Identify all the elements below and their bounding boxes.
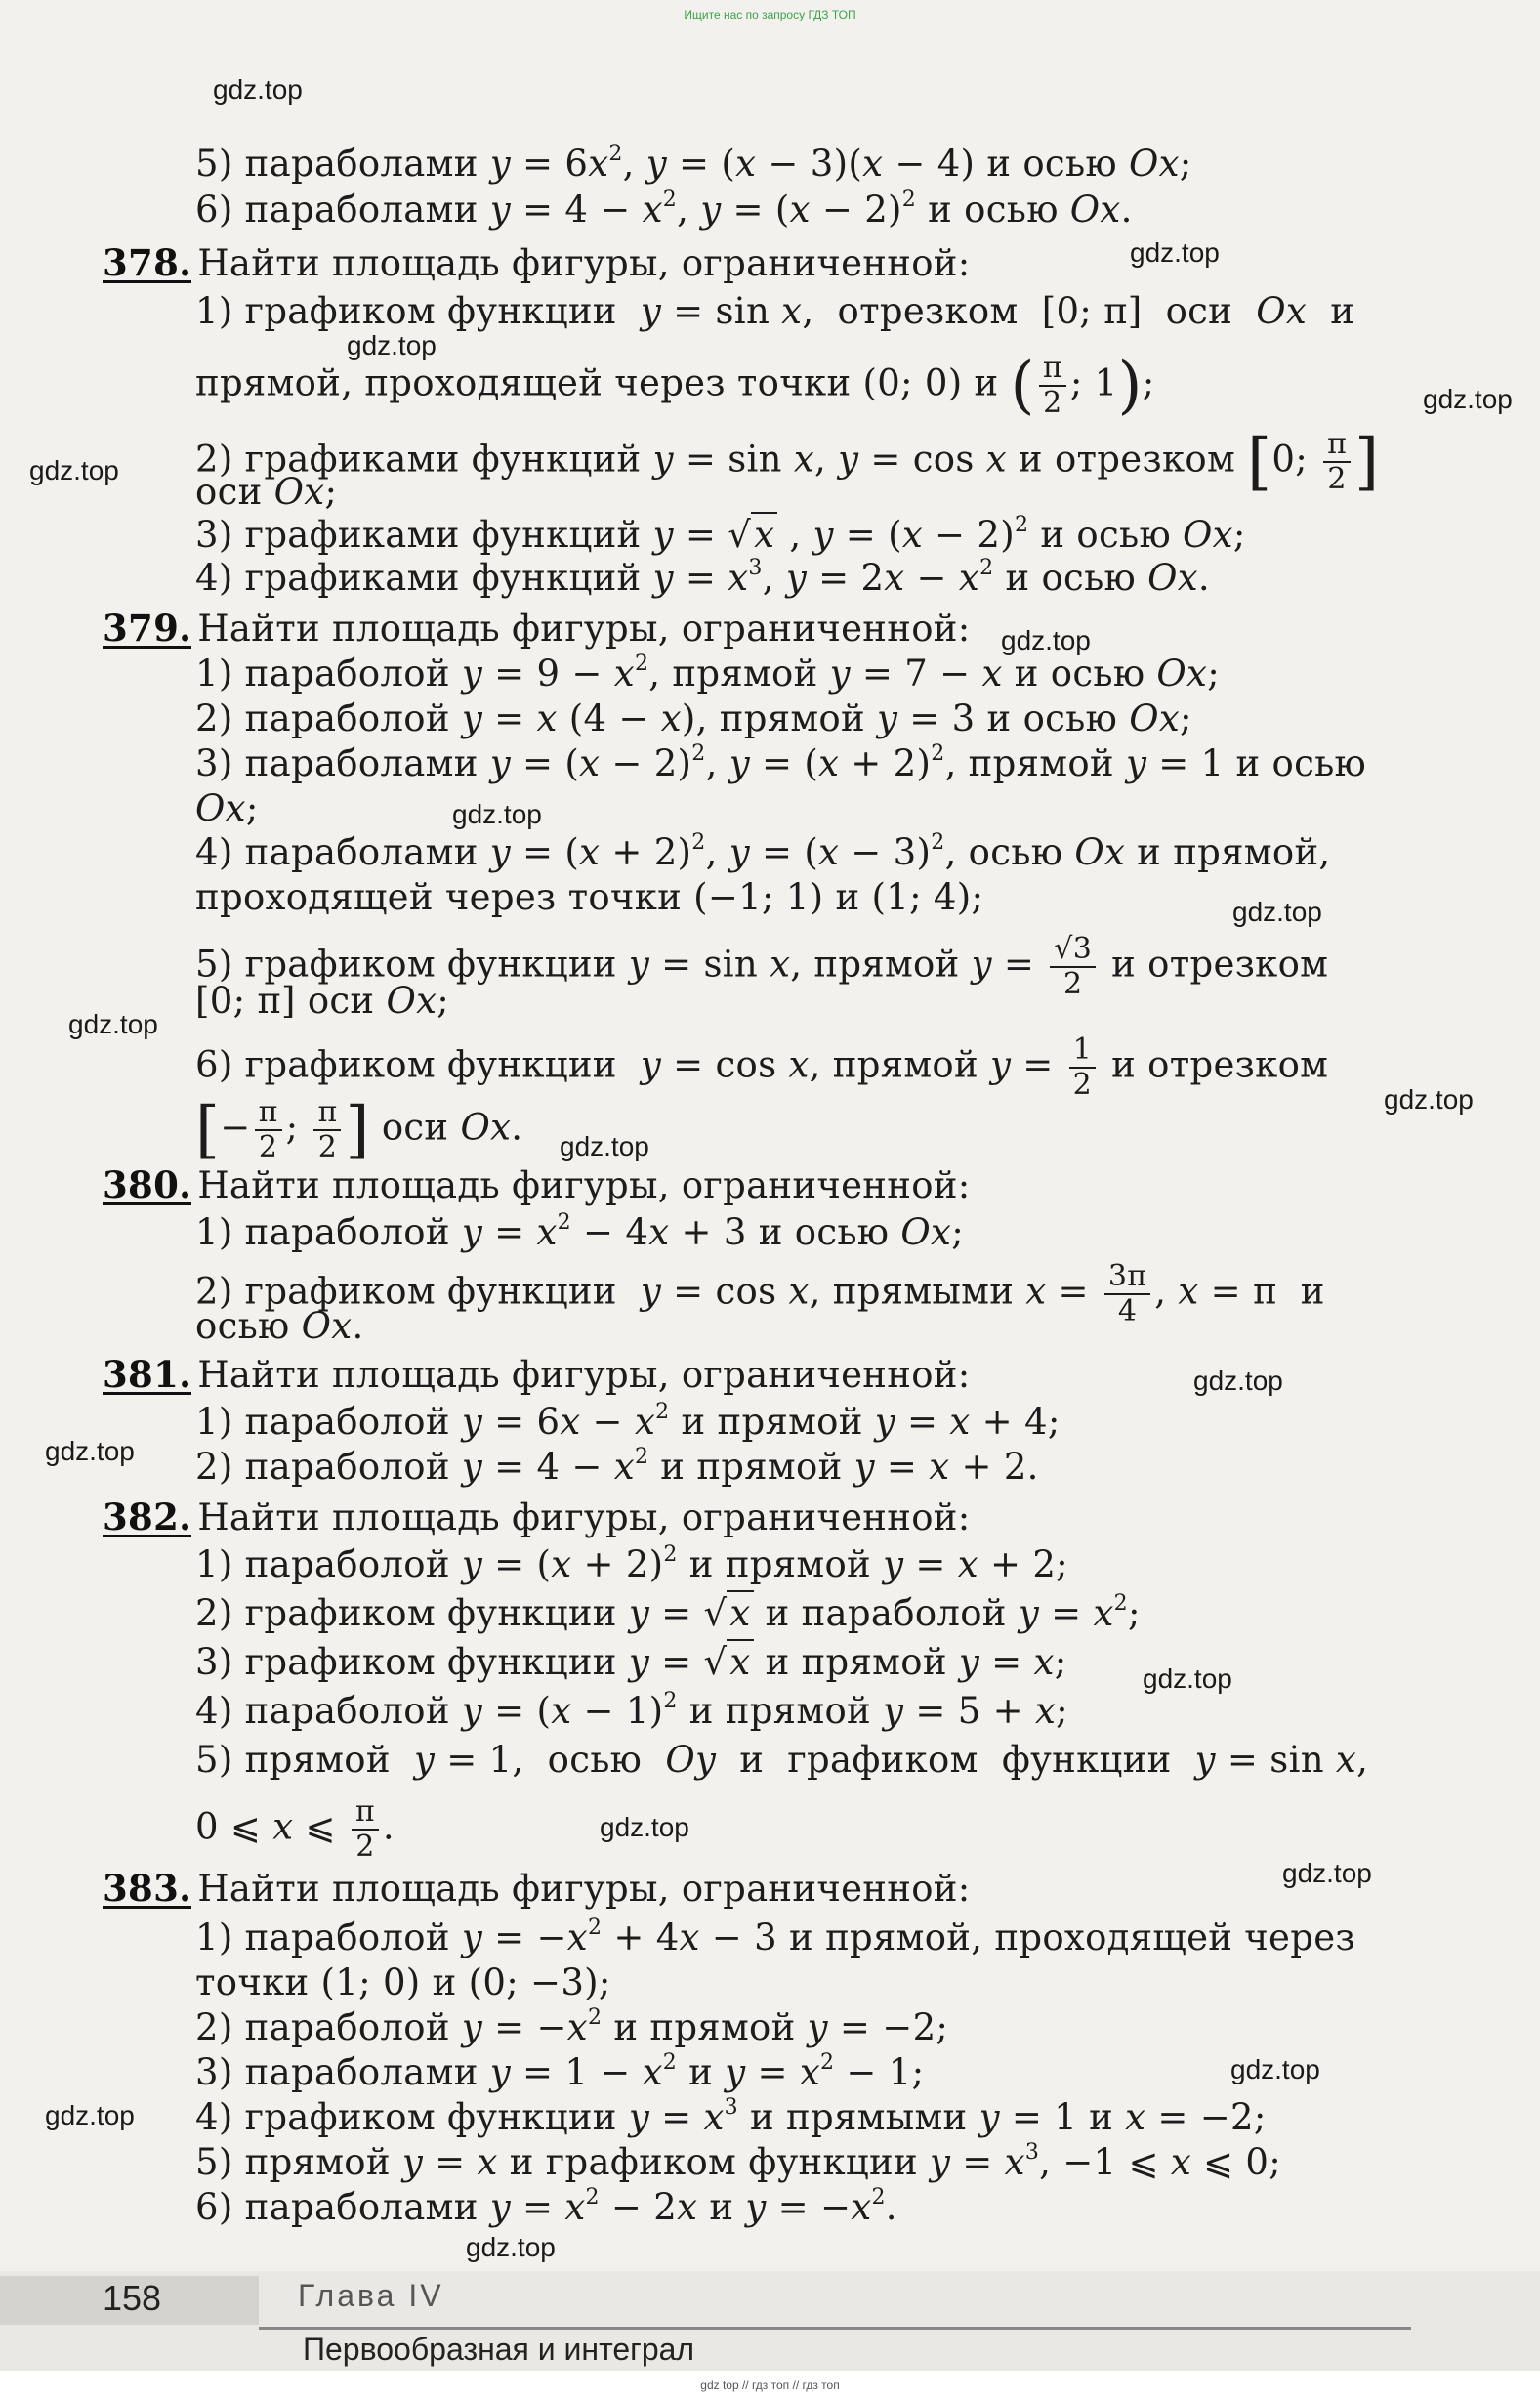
problem-number: 380. <box>103 1163 192 1206</box>
watermark: gdz.top <box>1282 1858 1372 1888</box>
item-377-5: 5) параболами $y = 6x^2$, y = (x − 3)(x − 4) и осью Ox; <box>195 142 1192 185</box>
item-381-1: 1) параболой $y = 6x - x^2$ и прямой y = x + 4; <box>195 1400 1061 1443</box>
problem-379-heading: 379. Найти площадь фигуры, ограниченной: <box>103 607 971 650</box>
watermark: gdz.top <box>68 1009 158 1039</box>
problem-381-heading: 381. Найти площадь фигуры, ограниченной: <box>103 1353 971 1396</box>
item-383-1: 1) параболой $y = -x^2 + 4x - 3$ и прямой, проходящей через <box>195 1916 1355 1958</box>
item-383-3: 3) параболами $y = 1 - x^2$ и $y = x^2 - 1$; <box>195 2050 925 2093</box>
problem-383-heading: 383. Найти площадь фигуры, ограниченной: <box>103 1867 971 1910</box>
watermark: gdz.top <box>29 455 119 485</box>
item-378-1: 1) графиком функции y = sin x, отрезком [0; π] оси Ox и <box>195 290 1355 332</box>
watermark: gdz.top <box>1143 1663 1232 1694</box>
item-379-4: 4) параболами $y = (x + 2)^2$, $y = (x - 3)^2$, осью Ox и прямой, <box>195 830 1331 873</box>
item-379-1: 1) параболой $y = 9 - x^2$, прямой y = 7 − x и осью Ox; <box>195 652 1221 695</box>
item-380-1: 1) параболой $y = x^2 - 4x + 3$ и осью Ox; <box>195 1210 964 1253</box>
page-number: 158 <box>103 2278 162 2318</box>
item-379-6: 6) графиком функции y = cos x, прямой y = $\frac{1}{2}$ и отрезком <box>195 1032 1329 1102</box>
item-379-5: 5) графиком функции y = sin x, прямой y = $\frac{√3}{2}$ и отрезком <box>195 932 1329 1001</box>
item-379-2: 2) параболой y = x (4 − x), прямой y = 3 и осью Ox; <box>195 697 1192 739</box>
watermark: gdz.top <box>1423 384 1513 414</box>
chapter-label: Глава IV <box>298 2278 444 2313</box>
item-378-4: 4) графиками функций $y = x^3$, $y = 2x - x^2$ и осью Ox. <box>195 556 1210 599</box>
problem-number: 379. <box>103 607 192 650</box>
problem-378-heading: 378. Найти площадь фигуры, ограниченной: <box>103 241 971 284</box>
item-378-1b: прямой, проходящей через точки (0; 0) и ( $\frac{\pi}{2}$ ; 1); <box>195 350 1155 422</box>
watermark: gdz.top <box>213 74 303 105</box>
chapter-subtitle: Первообразная и интеграл <box>303 2332 695 2367</box>
item-383-5: 5) прямой y = x и графиком функции $y = x^3$, −1 ⩽ x ⩽ 0; <box>195 2140 1282 2183</box>
item-382-1: 1) параболой $y = (x + 2)^2$ и прямой y = x + 2; <box>195 1542 1068 1585</box>
footer-divider <box>259 2327 1411 2330</box>
item-377-6: 6) параболами $y = 4 - x^2$, $y = (x - 2)^2$ и осью Ox. <box>195 188 1133 231</box>
problem-382-heading: 382. Найти площадь фигуры, ограниченной: <box>103 1495 971 1538</box>
watermark: gdz.top <box>466 2232 556 2262</box>
item-382-2: 2) графиком функции y = √x и параболой $y = x^2$; <box>195 1591 1141 1634</box>
watermark: gdz.top <box>600 1812 689 1842</box>
item-383-2: 2) параболой $y = -x^2$ и прямой y = −2; <box>195 2005 949 2048</box>
item-382-5: 5) прямой y = 1, осью Oy и графиком функции y = sin x, <box>195 1739 1369 1781</box>
watermark: gdz.top <box>347 330 437 360</box>
item-379-6b: [− $\frac{\pi}{2}$ ; $\frac{\pi}{2}$ ] оси Ox. <box>195 1094 523 1166</box>
footer-banner[interactable]: gdz top // гдз топ // гдз топ <box>0 2371 1540 2400</box>
watermark: gdz.top <box>1384 1084 1474 1115</box>
top-banner[interactable]: Ищите нас по запросу ГДЗ ТОП <box>684 8 856 21</box>
item-383-4: 4) графиком функции $y = x^3$ и прямыми y = 1 и x = −2; <box>195 2095 1267 2138</box>
item-378-2: 2) графиками функций y = sin x, y = cos x и отрезком [0; $\frac{\pi}{2}$ ] <box>195 426 1380 498</box>
problem-number: 381. <box>103 1353 192 1396</box>
watermark: gdz.top <box>1232 897 1322 927</box>
item-382-3: 3) графиком функции y = √x и прямой y = x; <box>195 1641 1067 1683</box>
item-381-2: 2) параболой $y = 4 - x^2$ и прямой y = x + 2. <box>195 1445 1039 1488</box>
problem-number: 383. <box>103 1867 192 1910</box>
item-383-1b: точки (1; 0) и (0; −3); <box>195 1961 611 2003</box>
watermark: gdz.top <box>1230 2054 1320 2084</box>
watermark: gdz.top <box>45 2100 135 2130</box>
watermark: gdz.top <box>45 1436 135 1466</box>
watermark: gdz.top <box>452 799 542 829</box>
item-379-3b: Ox; <box>195 787 259 829</box>
watermark: gdz.top <box>560 1131 649 1161</box>
item-380-2b: осью Ox. <box>195 1305 364 1347</box>
item-378-2b: оси Ox; <box>195 471 338 513</box>
watermark: gdz.top <box>1130 237 1220 268</box>
problem-380-heading: 380. Найти площадь фигуры, ограниченной: <box>103 1163 971 1206</box>
item-379-4b: проходящей через точки (−1; 1) и (1; 4); <box>195 876 984 918</box>
problem-number: 378. <box>103 241 192 284</box>
item-382-4: 4) параболой $y = (x - 1)^2$ и прямой y = 5 + x; <box>195 1689 1068 1732</box>
item-378-3: 3) графиками функций y = √x , $y = (x - 2)^2$ и осью Ox; <box>195 513 1246 556</box>
item-379-3: 3) параболами $y = (x - 2)^2$, $y = (x + 2)^2$, прямой y = 1 и осью <box>195 741 1367 784</box>
item-382-5b: 0 ⩽ x ⩽ $\frac{\pi}{2}$ . <box>195 1794 395 1864</box>
problem-number: 382. <box>103 1495 192 1538</box>
item-379-5b: [0; π] оси Ox; <box>195 980 450 1022</box>
watermark: gdz.top <box>1193 1366 1283 1396</box>
item-383-6: 6) параболами $y = x^2 - 2x$ и $y = -x^2$. <box>195 2185 897 2228</box>
watermark: gdz.top <box>1001 625 1091 655</box>
item-380-2: 2) графиком функции y = cos x, прямыми x = $\frac{3\pi}{4}$ , x = π и <box>195 1259 1325 1328</box>
